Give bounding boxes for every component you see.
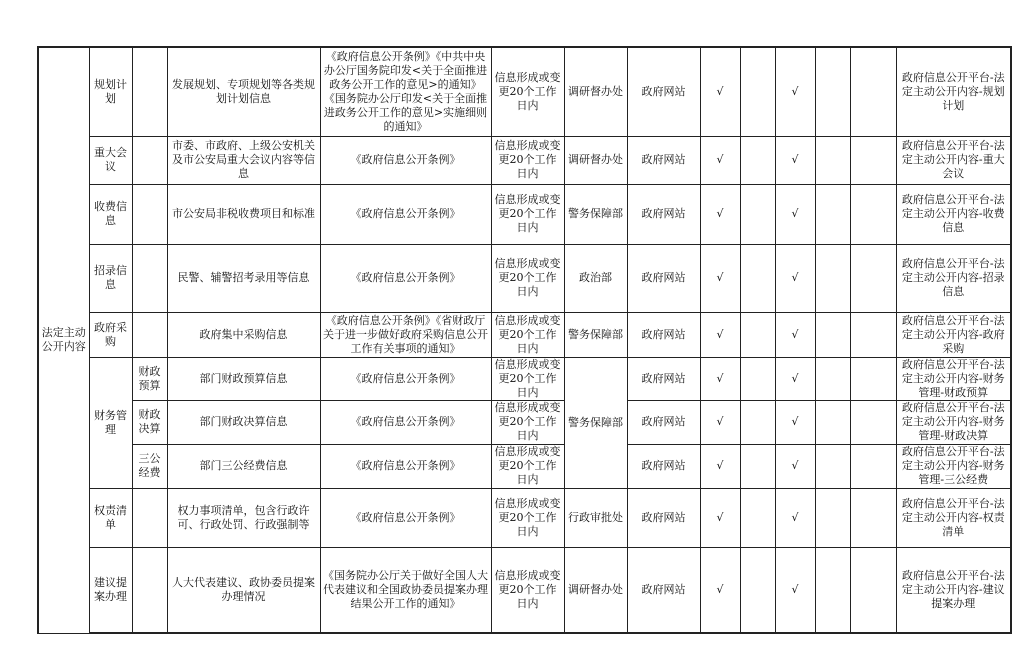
check-mark: √	[700, 488, 740, 547]
empty-cell	[815, 184, 850, 244]
check-mark: √	[775, 444, 815, 488]
check-mark: √	[775, 136, 815, 184]
content-cell: 政府集中采购信息	[167, 312, 320, 357]
content-cell: 市委、市政府、上级公安机关及市公安局重大会议内容等信息	[167, 136, 320, 184]
content-cell: 部门财政预算信息	[167, 357, 320, 400]
department-cell: 调研督办处	[564, 547, 627, 633]
table-row	[38, 444, 1011, 488]
basis-cell: 《政府信息公开条例》	[320, 488, 491, 547]
empty-cell	[740, 312, 775, 357]
time-limit-cell: 信息形成或变更20个工作日内	[491, 184, 564, 244]
basis-cell: 《政府信息公开条例》	[320, 357, 491, 400]
item-cell: 权责清单	[89, 488, 132, 547]
empty-cell	[815, 312, 850, 357]
department-cell: 警务保障部	[564, 357, 627, 488]
item-cell: 收费信息	[89, 184, 132, 244]
check-mark: √	[775, 547, 815, 633]
table-row	[38, 547, 1011, 633]
sub-item-cell	[132, 244, 167, 312]
empty-cell	[850, 357, 896, 400]
location-cell: 政府信息公开平台-法定主动公开内容-建议提案办理	[896, 547, 1011, 633]
empty-cell	[850, 184, 896, 244]
basis-cell: 《政府信息公开条例》	[320, 244, 491, 312]
basis-cell: 《政府信息公开条例》	[320, 136, 491, 184]
sub-item-cell: 财政决算	[132, 400, 167, 444]
channel-cell: 政府网站	[627, 547, 700, 633]
empty-cell	[740, 400, 775, 444]
empty-cell	[740, 136, 775, 184]
item-cell: 财务管理	[89, 357, 132, 488]
location-cell: 政府信息公开平台-法定主动公开内容-财务管理-财政决算	[896, 400, 1011, 444]
content-cell: 部门财政决算信息	[167, 400, 320, 444]
empty-cell	[815, 136, 850, 184]
time-limit-cell: 信息形成或变更20个工作日内	[491, 357, 564, 400]
check-mark: √	[775, 357, 815, 400]
time-limit-cell: 信息形成或变更20个工作日内	[491, 547, 564, 633]
department-cell: 政治部	[564, 244, 627, 312]
check-mark: √	[700, 184, 740, 244]
department-cell: 警务保障部	[564, 184, 627, 244]
content-cell: 民警、辅警招考录用等信息	[167, 244, 320, 312]
content-cell: 市公安局非税收费项目和标准	[167, 184, 320, 244]
empty-cell	[815, 488, 850, 547]
time-limit-cell: 信息形成或变更20个工作日内	[491, 244, 564, 312]
location-cell: 政府信息公开平台-法定主动公开内容-政府采购	[896, 312, 1011, 357]
time-limit-cell: 信息形成或变更20个工作日内	[491, 444, 564, 488]
check-mark: √	[775, 400, 815, 444]
time-limit-cell: 信息形成或变更20个工作日内	[491, 136, 564, 184]
time-limit-cell: 信息形成或变更20个工作日内	[491, 47, 564, 136]
table-row	[38, 47, 1011, 136]
empty-cell	[815, 444, 850, 488]
channel-cell: 政府网站	[627, 488, 700, 547]
empty-cell	[740, 488, 775, 547]
sub-item-cell	[132, 184, 167, 244]
channel-cell: 政府网站	[627, 444, 700, 488]
time-limit-cell: 信息形成或变更20个工作日内	[491, 488, 564, 547]
empty-cell	[815, 244, 850, 312]
empty-cell	[740, 244, 775, 312]
empty-cell	[740, 184, 775, 244]
location-cell: 政府信息公开平台-法定主动公开内容-财务管理-三公经费	[896, 444, 1011, 488]
empty-cell	[815, 547, 850, 633]
location-cell: 政府信息公开平台-法定主动公开内容-重大会议	[896, 136, 1011, 184]
empty-cell	[815, 47, 850, 136]
location-cell: 政府信息公开平台-法定主动公开内容-规划计划	[896, 47, 1011, 136]
channel-cell: 政府网站	[627, 184, 700, 244]
channel-cell: 政府网站	[627, 244, 700, 312]
channel-cell: 政府网站	[627, 357, 700, 400]
sub-item-cell: 三公经费	[132, 444, 167, 488]
channel-cell: 政府网站	[627, 47, 700, 136]
category-cell: 法定主动公开内容	[38, 47, 89, 633]
empty-cell	[740, 547, 775, 633]
content-cell: 部门三公经费信息	[167, 444, 320, 488]
sub-item-cell	[132, 547, 167, 633]
basis-cell: 《政府信息公开条例》	[320, 184, 491, 244]
empty-cell	[740, 357, 775, 400]
empty-cell	[850, 444, 896, 488]
empty-cell	[850, 312, 896, 357]
channel-cell: 政府网站	[627, 136, 700, 184]
table-row	[38, 184, 1011, 244]
empty-cell	[850, 244, 896, 312]
department-cell: 调研督办处	[564, 47, 627, 136]
check-mark: √	[700, 357, 740, 400]
check-mark: √	[700, 547, 740, 633]
empty-cell	[815, 400, 850, 444]
check-mark: √	[775, 244, 815, 312]
basis-cell: 《政府信息公开条例》《省财政厅关于进一步做好政府采购信息公开工作有关事项的通知》	[320, 312, 491, 357]
sub-item-cell: 财政预算	[132, 357, 167, 400]
basis-cell: 《政府信息公开条例》	[320, 400, 491, 444]
table-row	[38, 244, 1011, 312]
content-cell: 人大代表建议、政协委员提案办理情况	[167, 547, 320, 633]
sub-item-cell	[132, 488, 167, 547]
check-mark: √	[775, 488, 815, 547]
department-cell: 调研督办处	[564, 136, 627, 184]
empty-cell	[740, 444, 775, 488]
check-mark: √	[700, 400, 740, 444]
disclosure-table	[37, 46, 1012, 634]
table-row	[38, 136, 1011, 184]
empty-cell	[850, 488, 896, 547]
check-mark: √	[775, 47, 815, 136]
check-mark: √	[775, 312, 815, 357]
table-row	[38, 488, 1011, 547]
item-cell: 规划计划	[89, 47, 132, 136]
channel-cell: 政府网站	[627, 312, 700, 357]
basis-cell: 《政府信息公开条例》《中共中央办公厅国务院印发<关于全面推进政务公开工作的意见>的通知》《国务院办公厅印发<关于全面推进政务公开工作的意见>实施细则的通知》	[320, 47, 491, 136]
empty-cell	[740, 47, 775, 136]
empty-cell	[850, 136, 896, 184]
location-cell: 政府信息公开平台-法定主动公开内容-招录信息	[896, 244, 1011, 312]
check-mark: √	[700, 136, 740, 184]
department-cell: 行政审批处	[564, 488, 627, 547]
empty-cell	[815, 357, 850, 400]
check-mark: √	[700, 47, 740, 136]
location-cell: 政府信息公开平台-法定主动公开内容-权责清单	[896, 488, 1011, 547]
sub-item-cell	[132, 47, 167, 136]
item-cell: 建议提案办理	[89, 547, 132, 633]
table-row	[38, 357, 1011, 400]
item-cell: 政府采购	[89, 312, 132, 357]
time-limit-cell: 信息形成或变更20个工作日内	[491, 312, 564, 357]
location-cell: 政府信息公开平台-法定主动公开内容-财务管理-财政预算	[896, 357, 1011, 400]
basis-cell: 《国务院办公厅关于做好全国人大代表建议和全国政协委员提案办理结果公开工作的通知》	[320, 547, 491, 633]
empty-cell	[850, 547, 896, 633]
item-cell: 招录信息	[89, 244, 132, 312]
check-mark: √	[700, 444, 740, 488]
time-limit-cell: 信息形成或变更20个工作日内	[491, 400, 564, 444]
item-cell: 重大会议	[89, 136, 132, 184]
content-cell: 发展规划、专项规划等各类规划计划信息	[167, 47, 320, 136]
check-mark: √	[700, 312, 740, 357]
check-mark: √	[775, 184, 815, 244]
location-cell: 政府信息公开平台-法定主动公开内容-收费信息	[896, 184, 1011, 244]
empty-cell	[850, 400, 896, 444]
check-mark: √	[700, 244, 740, 312]
content-cell: 权力事项清单，包含行政许可、行政处罚、行政强制等	[167, 488, 320, 547]
channel-cell: 政府网站	[627, 400, 700, 444]
sub-item-cell	[132, 136, 167, 184]
basis-cell: 《政府信息公开条例》	[320, 444, 491, 488]
sub-item-cell	[132, 312, 167, 357]
empty-cell	[850, 47, 896, 136]
department-cell: 警务保障部	[564, 312, 627, 357]
table-row	[38, 400, 1011, 444]
table-row	[38, 312, 1011, 357]
